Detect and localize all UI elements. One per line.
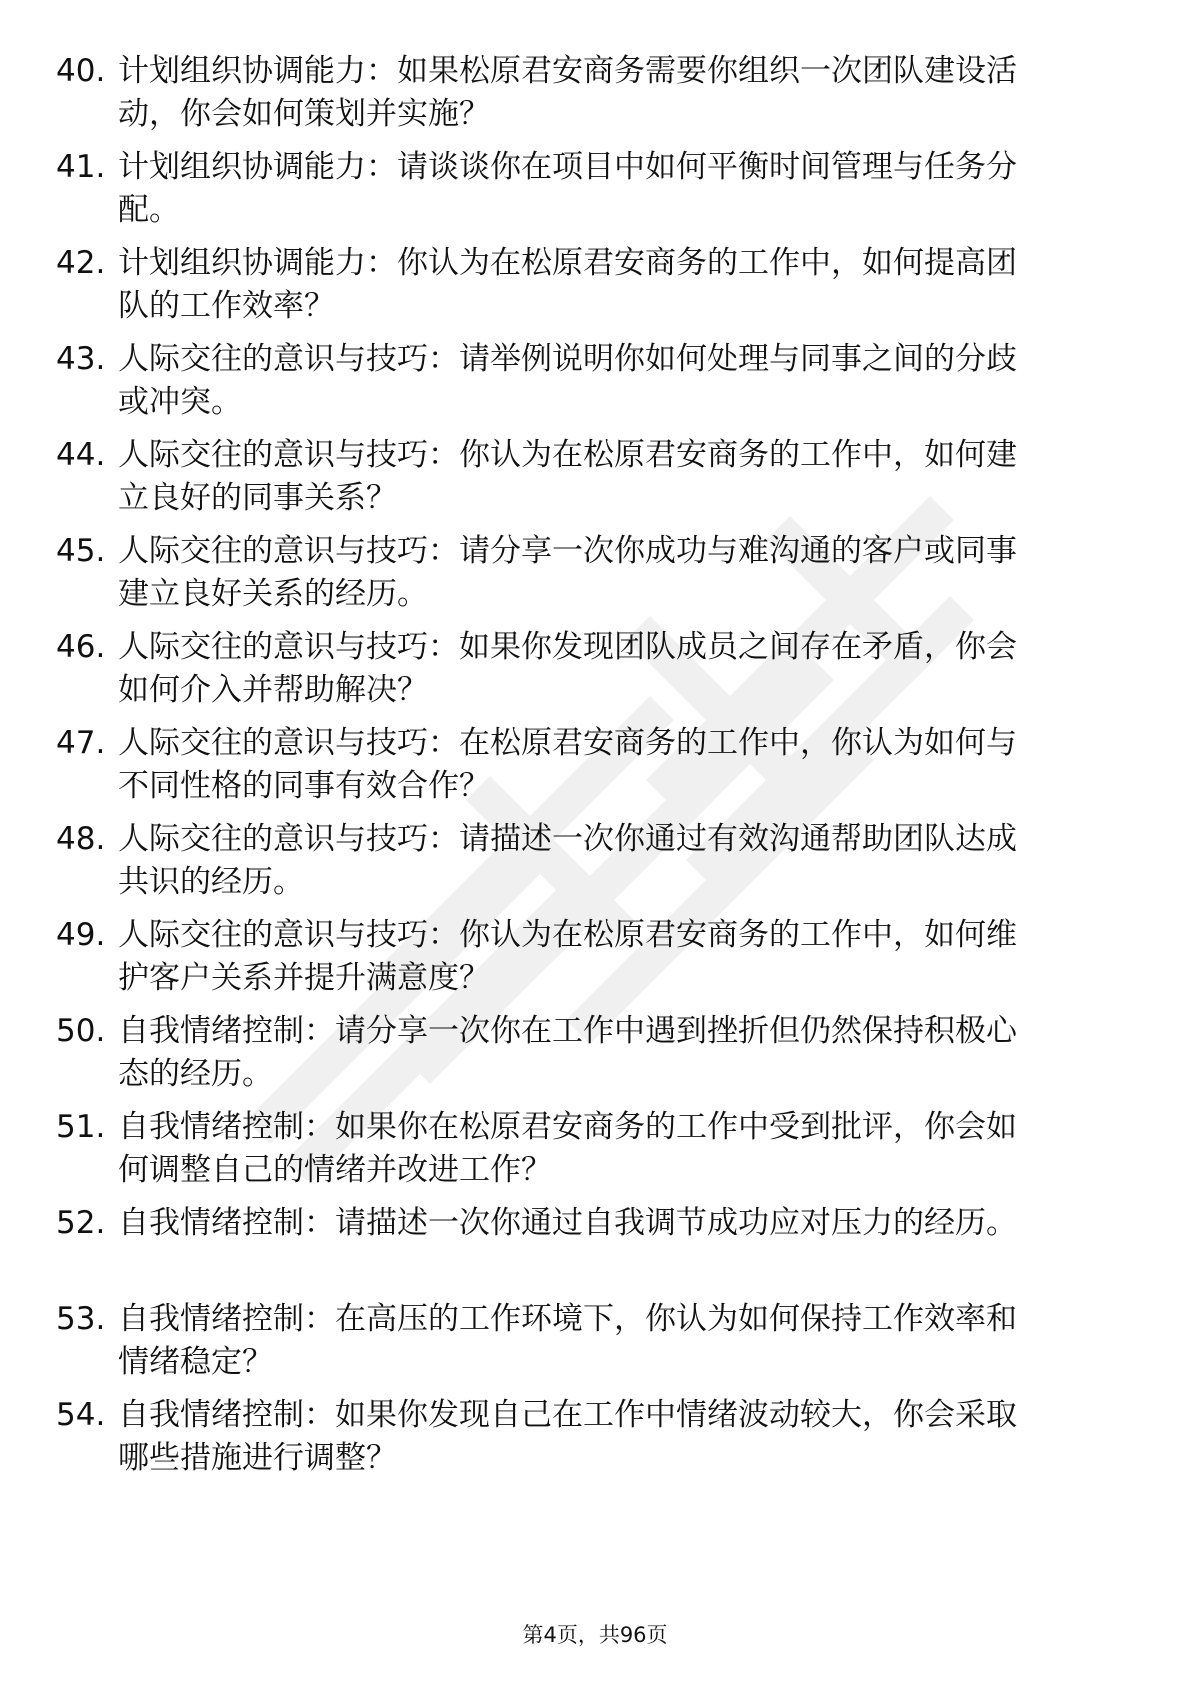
question-item [0, 50, 1190, 150]
question-text: 计划组织协调能力：你认为在松原君安商务的工作中，如何提高团队的工作效率？ [118, 245, 1017, 324]
question-text: 自我情绪控制：请描述一次你通过自我调节成功应对压力的经历。 [118, 1205, 1017, 1241]
question-number: 42. [56, 245, 106, 281]
question-text: 人际交往的意识与技巧：请描述一次你通过有效沟通帮助团队达成共识的经历。 [118, 821, 1017, 900]
question-number: 46. [56, 629, 106, 665]
question-number: 54. [56, 1397, 106, 1433]
question-text: 计划组织协调能力：请谈谈你在项目中如何平衡时间管理与任务分配。 [118, 149, 1017, 228]
page-number-label: 第4页，共96页 [522, 1623, 668, 1647]
question-text: 自我情绪控制：如果你发现自己在工作中情绪波动较大，你会采取哪些措施进行调整？ [118, 1397, 1017, 1476]
question-item [0, 1010, 1190, 1110]
question-item [0, 1106, 1190, 1206]
question-number: 50. [56, 1013, 106, 1049]
question-number: 49. [56, 917, 106, 953]
question-text: 人际交往的意识与技巧：如果你发现团队成员之间存在矛盾，你会如何介入并帮助解决？ [118, 629, 1017, 708]
question-item [0, 914, 1190, 1014]
question-text: 人际交往的意识与技巧：请分享一次你成功与难沟通的客户或同事建立良好关系的经历。 [118, 533, 1017, 612]
question-item [0, 530, 1190, 630]
question-item [0, 146, 1190, 246]
question-item [0, 818, 1190, 918]
question-item [0, 1298, 1190, 1398]
page-footer [0, 1620, 1190, 1650]
question-number: 47. [56, 725, 106, 761]
question-number: 53. [56, 1301, 106, 1337]
question-text: 人际交往的意识与技巧：在松原君安商务的工作中，你认为如何与不同性格的同事有效合作？ [118, 725, 1017, 804]
question-number: 45. [56, 533, 106, 569]
question-item [0, 626, 1190, 726]
question-item [0, 1202, 1190, 1302]
question-item [0, 434, 1190, 534]
question-text: 人际交往的意识与技巧：请举例说明你如何处理与同事之间的分歧或冲突。 [118, 341, 1017, 420]
question-item [0, 338, 1190, 438]
question-text: 自我情绪控制：在高压的工作环境下，你认为如何保持工作效率和情绪稳定？ [118, 1301, 1017, 1380]
question-number: 41. [56, 149, 106, 185]
question-number: 44. [56, 437, 106, 473]
question-number: 51. [56, 1109, 106, 1145]
question-item [0, 1394, 1190, 1494]
question-item [0, 242, 1190, 342]
question-text: 自我情绪控制：请分享一次你在工作中遇到挫折但仍然保持积极心态的经历。 [118, 1013, 1017, 1092]
question-number: 40. [56, 53, 106, 89]
question-text: 人际交往的意识与技巧：你认为在松原君安商务的工作中，如何建立良好的同事关系？ [118, 437, 1017, 516]
question-text: 人际交往的意识与技巧：你认为在松原君安商务的工作中，如何维护客户关系并提升满意度？ [118, 917, 1017, 996]
question-number: 52. [56, 1205, 106, 1241]
question-item [0, 722, 1190, 822]
question-number: 43. [56, 341, 106, 377]
question-text: 自我情绪控制：如果你在松原君安商务的工作中受到批评，你会如何调整自己的情绪并改进工作？ [118, 1109, 1017, 1188]
question-number: 48. [56, 821, 106, 857]
question-text: 计划组织协调能力：如果松原君安商务需要你组织一次团队建设活动，你会如何策划并实施？ [118, 53, 1017, 132]
